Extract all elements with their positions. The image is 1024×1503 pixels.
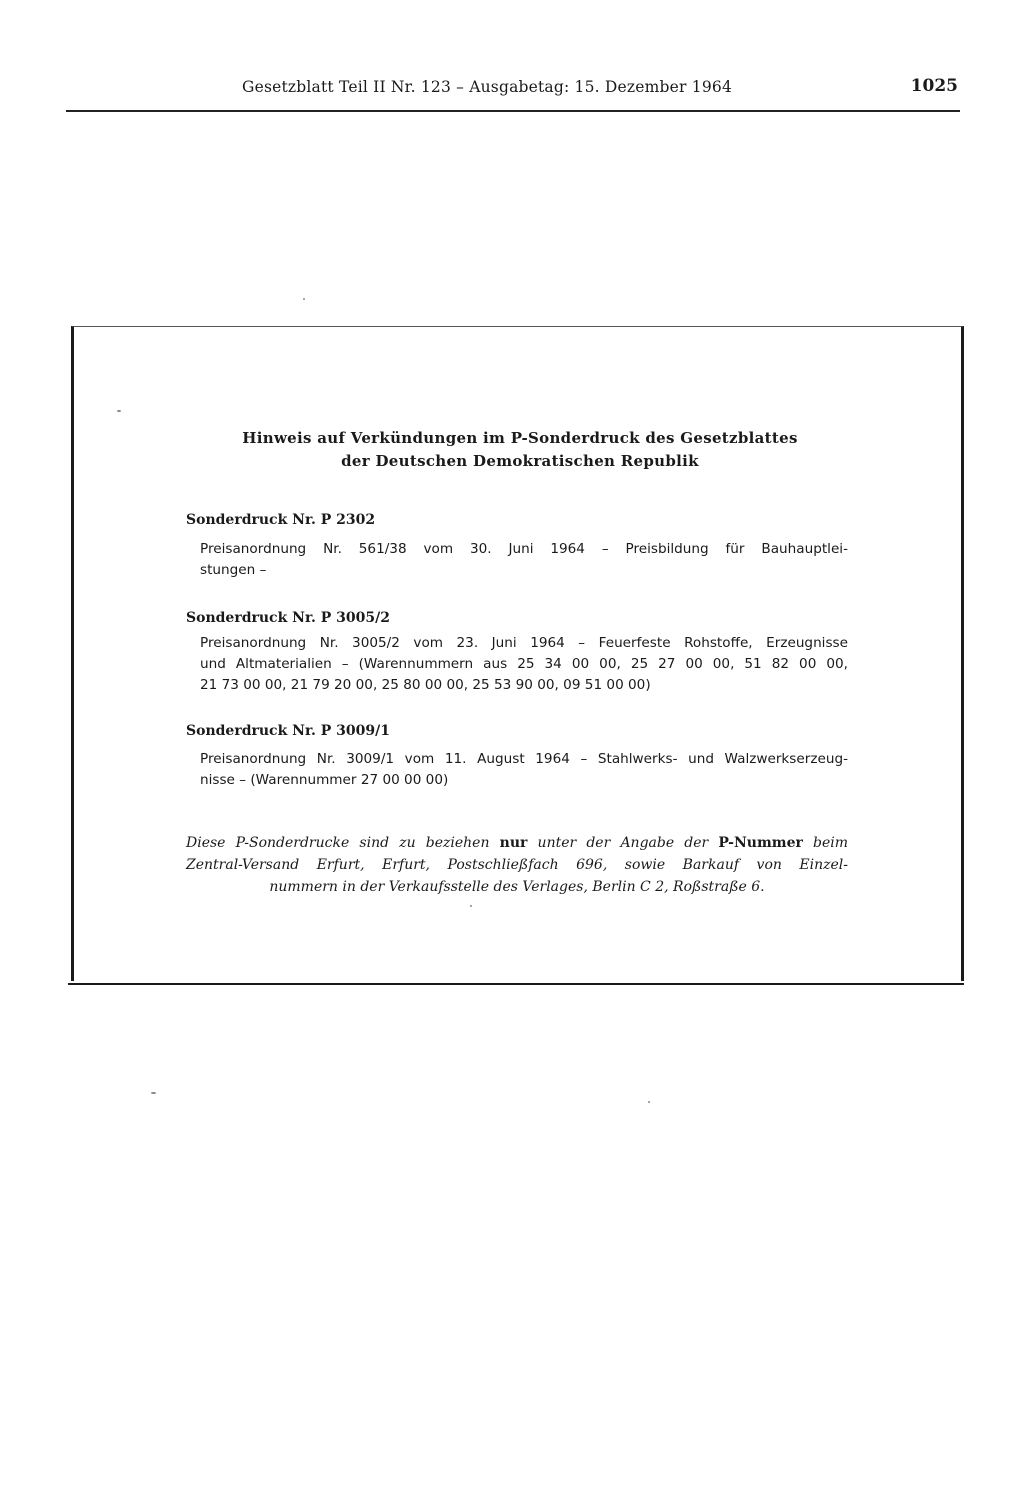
- notice-frame-bottom-rule: [68, 983, 964, 985]
- ordering-note: [186, 832, 848, 898]
- entry-body: [200, 633, 848, 696]
- scan-speck: [648, 1101, 650, 1103]
- entry-heading: Sonderdruck Nr. P 3005/2: [186, 610, 390, 626]
- scan-speck: [151, 1092, 156, 1094]
- scan-speck: [117, 410, 121, 412]
- note-emphasis: nur: [499, 835, 528, 851]
- note-text: unter der Angabe der: [537, 835, 709, 851]
- entry-body: [200, 749, 848, 791]
- notice-title-line-1: Hinweis auf Verkündungen im P-Sonderdruck des Gesetzblattes: [242, 429, 798, 447]
- header-rule: [66, 110, 960, 112]
- entry-line: nisse – (Warennummer 27 00 00 00): [200, 772, 449, 788]
- entry-line: stungen –: [200, 562, 267, 578]
- journal-issue-line: Gesetzblatt Teil II Nr. 123 – Ausgabetag: 15. Dezember 1964: [242, 78, 733, 96]
- note-text: Diese P-Sonderdrucke sind zu beziehen: [186, 835, 490, 851]
- entry-heading: Sonderdruck Nr. P 2302: [186, 512, 376, 528]
- entry-line: Preisanordnung Nr. 3009/1 vom 11. August 1964 – Stahlwerks- und Walzwerkserzeug-: [200, 751, 848, 767]
- entry-body: [200, 539, 848, 581]
- entry-heading: Sonderdruck Nr. P 3009/1: [186, 723, 390, 739]
- note-text: beim: [813, 835, 849, 851]
- ordering-note-line-3: nummern in der Verkaufsstelle des Verlages, Berlin C 2, Roßstraße 6.: [269, 879, 765, 895]
- scan-speck: [470, 905, 472, 907]
- page-number: 1025: [910, 76, 958, 96]
- entry-line: Preisanordnung Nr. 561/38 vom 30. Juni 1964 – Preisbildung für Bauhauptlei-: [200, 541, 848, 557]
- page-header: [66, 74, 960, 104]
- ordering-note-line-2: Zentral-Versand Erfurt, Erfurt, Postschließfach 696, sowie Barkauf von Einzel-: [186, 857, 848, 873]
- note-emphasis: P-Nummer: [718, 835, 803, 851]
- entry-line: 21 73 00 00, 21 79 20 00, 25 80 00 00, 25 53 90 00, 09 51 00 00): [200, 677, 651, 693]
- entry-line: und Altmaterialien – (Warennummern aus 25 34 00 00, 25 27 00 00, 51 82 00 00,: [200, 656, 848, 672]
- ordering-note-line-1: [186, 832, 848, 854]
- notice-title-line-2: der Deutschen Demokratischen Republik: [341, 452, 699, 470]
- notice-title: [0, 427, 1024, 473]
- scan-speck: [303, 298, 305, 300]
- entry-line: Preisanordnung Nr. 3005/2 vom 23. Juni 1964 – Feuerfeste Rohstoffe, Erzeugnisse: [200, 635, 848, 651]
